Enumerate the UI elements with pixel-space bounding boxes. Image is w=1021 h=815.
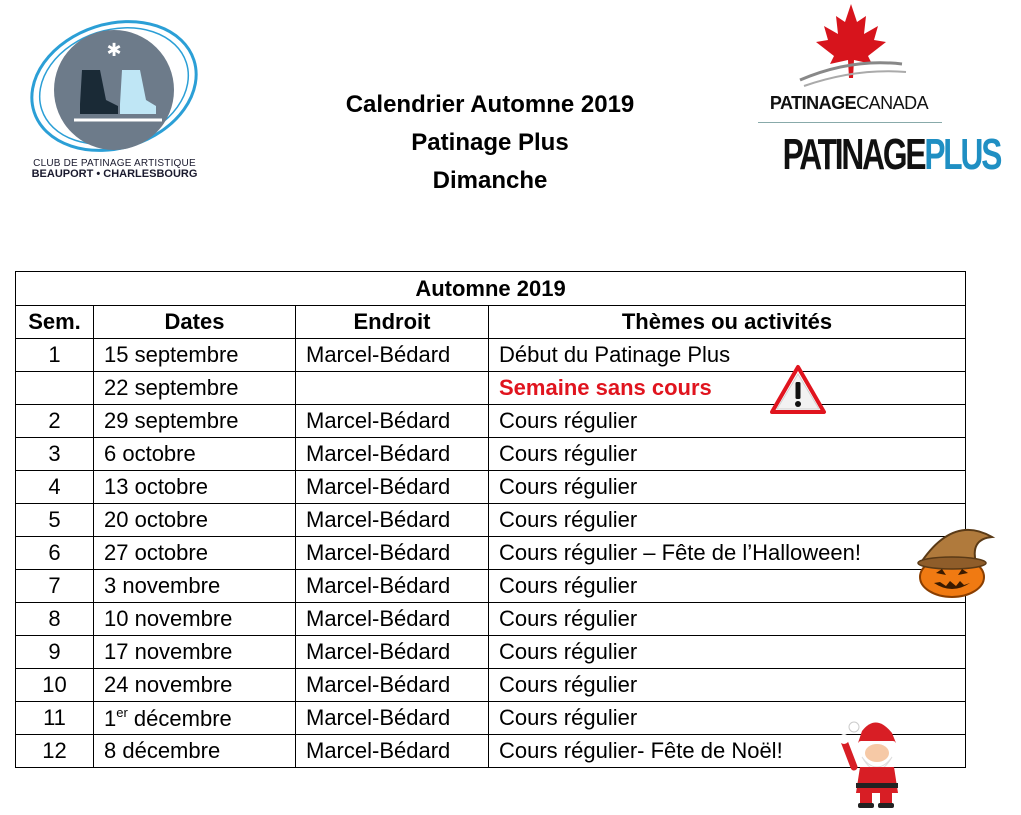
cell-theme: Cours régulier [489, 504, 966, 537]
cell-theme: Cours régulier [489, 471, 966, 504]
warning-icon [769, 364, 827, 416]
cell-theme: Cours régulier [489, 603, 966, 636]
club-logo [22, 8, 207, 188]
cell-place: Marcel-Bédard [296, 570, 489, 603]
cell-theme: Cours régulier [489, 405, 966, 438]
cell-date: 8 décembre [94, 735, 296, 768]
cell-theme: Cours régulier [489, 438, 966, 471]
table-row [16, 702, 966, 735]
patinage-plus-wordmark: PATINAGEPLUS [782, 130, 1001, 179]
table-row [16, 471, 966, 504]
table-row [16, 570, 966, 603]
club-name-line2: BEAUPORT • CHARLESBOURG [31, 168, 198, 180]
table-row [16, 636, 966, 669]
cell-place: Marcel-Bédard [296, 339, 489, 372]
cell-sem [16, 372, 94, 405]
cell-place [296, 372, 489, 405]
table-caption-row [16, 272, 966, 306]
patinage-canada-wordmark: PATINAGECANADA [769, 93, 929, 113]
cell-date: 27 octobre [94, 537, 296, 570]
header-sem: Sem. [16, 306, 94, 339]
cell-date: 15 septembre [94, 339, 296, 372]
cell-date: 10 novembre [94, 603, 296, 636]
cell-place: Marcel-Bédard [296, 669, 489, 702]
schedule-table [15, 271, 966, 768]
cell-sem: 9 [16, 636, 94, 669]
cell-theme: Cours régulier [489, 669, 966, 702]
cell-date: 13 octobre [94, 471, 296, 504]
header-theme: Thèmes ou activités [489, 306, 966, 339]
maple-leaf-icon [756, 0, 946, 92]
cell-date: 17 novembre [94, 636, 296, 669]
cell-sem: 5 [16, 504, 94, 537]
cell-date: 3 novembre [94, 570, 296, 603]
page-title [290, 86, 690, 200]
table-row [16, 669, 966, 702]
club-emblem-icon [22, 8, 207, 158]
cell-sem: 3 [16, 438, 94, 471]
cell-sem: 1 [16, 339, 94, 372]
title-line-2: Patinage Plus [411, 129, 569, 156]
table-header-row [16, 306, 966, 339]
santa-icon [840, 717, 910, 809]
cell-sem: 12 [16, 735, 94, 768]
cell-date: 24 novembre [94, 669, 296, 702]
cell-date: 22 septembre [94, 372, 296, 405]
logo-divider [758, 122, 942, 123]
title-line-3: Dimanche [432, 167, 548, 194]
cell-sem: 6 [16, 537, 94, 570]
cell-place: Marcel-Bédard [296, 438, 489, 471]
header-dates: Dates [94, 306, 296, 339]
cell-place: Marcel-Bédard [296, 735, 489, 768]
cell-place: Marcel-Bédard [296, 471, 489, 504]
cell-place: Marcel-Bédard [296, 636, 489, 669]
cell-place: Marcel-Bédard [296, 537, 489, 570]
patinage-canada-logo [756, 0, 1001, 185]
cell-date: 29 septembre [94, 405, 296, 438]
cell-theme: Cours régulier [489, 702, 966, 735]
cell-place: Marcel-Bédard [296, 504, 489, 537]
cell-theme: Cours régulier [489, 570, 966, 603]
club-name-line1: CLUB DE PATINAGE ARTISTIQUE [33, 158, 196, 169]
cell-sem: 7 [16, 570, 94, 603]
table-caption: Automne 2019 [16, 272, 966, 306]
table-row [16, 537, 966, 570]
table-row [16, 438, 966, 471]
table-row [16, 735, 966, 768]
cell-date: 20 octobre [94, 504, 296, 537]
cell-theme: Cours régulier – Fête de l’Halloween! [489, 537, 966, 570]
cell-date: 6 octobre [94, 438, 296, 471]
table-row [16, 603, 966, 636]
table-row [16, 504, 966, 537]
cell-sem: 10 [16, 669, 94, 702]
cell-theme: Début du Patinage Plus [489, 339, 966, 372]
cell-theme-alert: Semaine sans cours [489, 372, 966, 405]
cell-place: Marcel-Bédard [296, 603, 489, 636]
header-place: Endroit [296, 306, 489, 339]
pumpkin-icon [912, 519, 998, 599]
cell-theme: Cours régulier- Fête de Noël! [489, 735, 966, 768]
cell-sem: 8 [16, 603, 94, 636]
cell-sem: 4 [16, 471, 94, 504]
cell-sem: 2 [16, 405, 94, 438]
cell-place: Marcel-Bédard [296, 405, 489, 438]
svg-text:✱: ✱ [106, 40, 122, 61]
cell-place: Marcel-Bédard [296, 702, 489, 735]
cell-theme: Cours régulier [489, 636, 966, 669]
cell-date: 1er décembre [94, 702, 296, 735]
cell-sem: 11 [16, 702, 94, 735]
title-line-1: Calendrier Automne 2019 [345, 91, 635, 118]
